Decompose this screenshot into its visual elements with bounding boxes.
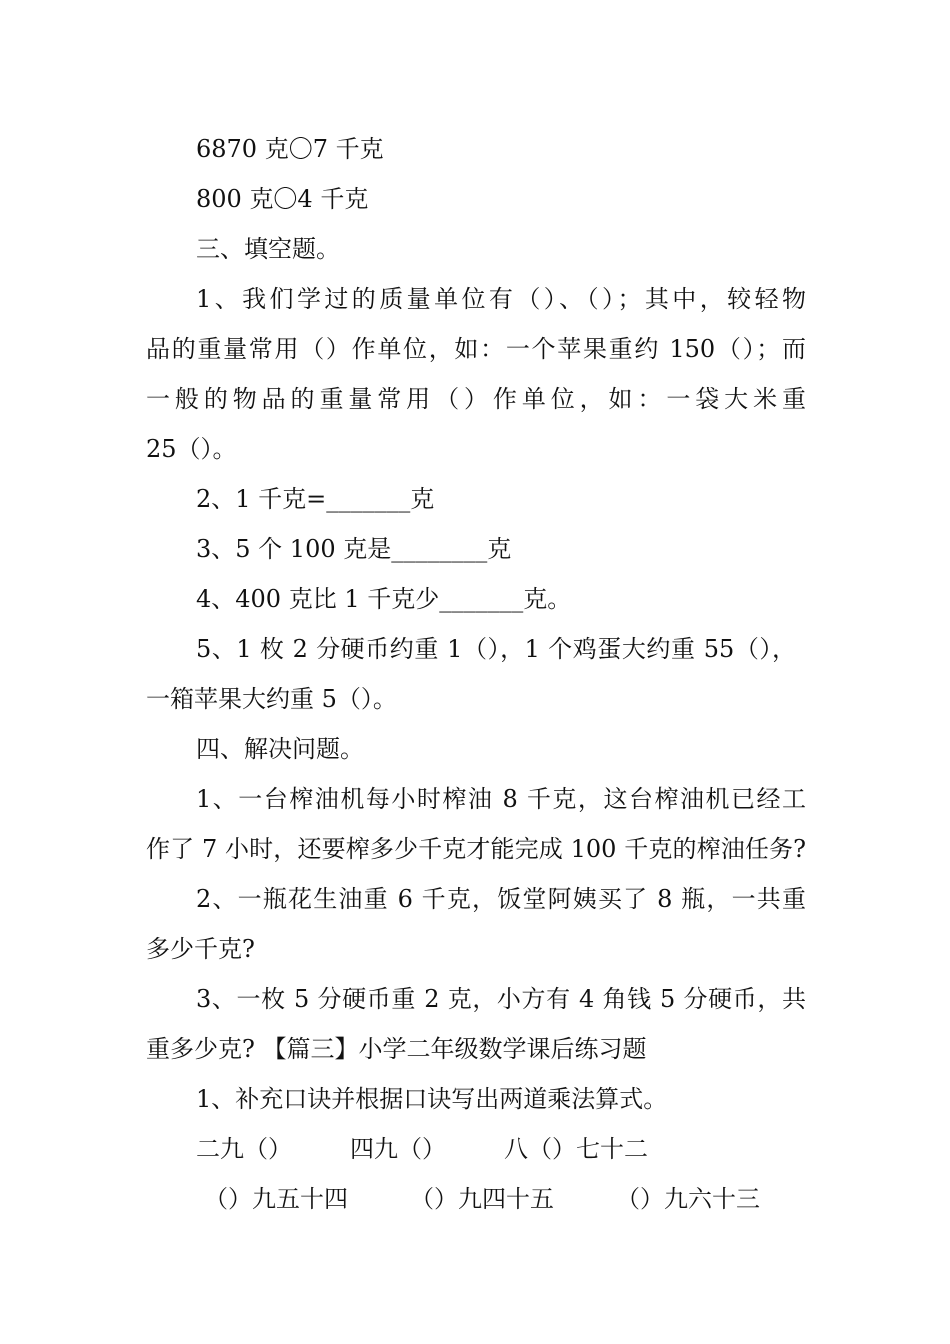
section-4-heading: 四、解决问题。 <box>196 735 364 763</box>
s3-q2: 2、1 千克=_______克 <box>196 485 435 513</box>
rhyme-cell: 二九（） <box>196 1135 292 1163</box>
section-3-heading: 三、填空题。 <box>196 235 340 263</box>
multiplication-row-1 <box>196 1134 648 1164</box>
s4-q3-line-2: 重多少克? 【篇三】小学二年级数学课后练习题 <box>146 1035 647 1063</box>
rhyme-cell: （）九四十五 <box>410 1185 554 1213</box>
s4-q1-line-1: 1、一台榨油机每小时榨油 8 千克，这台榨油机已经工 <box>196 785 806 813</box>
s3-q3: 3、5 个 100 克是________克 <box>196 535 512 563</box>
s3-q4: 4、400 克比 1 千克少_______克。 <box>196 585 572 613</box>
s3-q1-line-2: 品的重量常用（）作单位，如：一个苹果重约 150（）；而 <box>146 335 806 363</box>
s3-q1-line-4: 25（）。 <box>146 435 237 463</box>
part-3-q1: 1、补充口诀并根据口诀写出两道乘法算式。 <box>196 1085 668 1113</box>
s4-q3-line-1: 3、一枚 5 分硬币重 2 克，小方有 4 角钱 5 分硬币，共 <box>196 985 806 1013</box>
multiplication-row-2 <box>204 1184 760 1214</box>
compare-line-1: 6870 克〇7 千克 <box>196 135 384 163</box>
s3-q1-line-1: 1、我们学过的质量单位有（）、（）；其中，较轻物 <box>196 285 806 313</box>
s3-q1-line-3: 一般的物品的重量常用（）作单位，如：一袋大米重 <box>146 385 806 413</box>
s4-q1-line-2: 作了 7 小时，还要榨多少千克才能完成 100 千克的榨油任务? <box>146 835 806 863</box>
rhyme-cell: 四九（） <box>350 1135 446 1163</box>
rhyme-cell: 八（）七十二 <box>504 1135 648 1163</box>
s3-q5-line-2: 一箱苹果大约重 5（）。 <box>146 685 397 713</box>
rhyme-cell: （）九五十四 <box>204 1185 348 1213</box>
compare-line-2: 800 克〇4 千克 <box>196 185 369 213</box>
rhyme-cell: （）九六十三 <box>616 1185 760 1213</box>
s4-q2-line-2: 多少千克? <box>146 935 255 963</box>
s3-q5-line-1: 5、1 枚 2 分硬币约重 1（），1 个鸡蛋大约重 55（）， <box>196 635 796 663</box>
s4-q2-line-1: 2、一瓶花生油重 6 千克，饭堂阿姨买了 8 瓶，一共重 <box>196 885 806 913</box>
